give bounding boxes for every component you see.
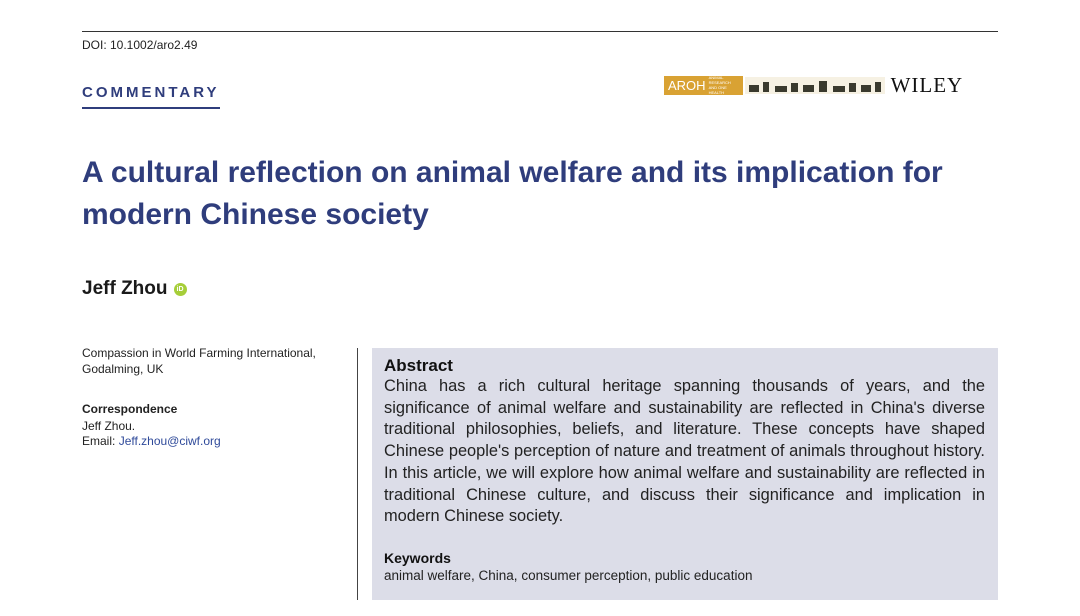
keywords-list: animal welfare, China, consumer perception, public education: [384, 567, 753, 583]
journal-logo: [664, 76, 743, 95]
top-rule: [82, 31, 998, 32]
section-label: COMMENTARY: [82, 84, 220, 109]
email-label: Email:: [82, 434, 119, 448]
doi-text: DOI: 10.1002/aro2.49: [82, 38, 198, 52]
animal-silhouettes-image: [745, 77, 885, 94]
abstract-text: China has a rich cultural heritage spanning thousands of years, and the significance of animal welfare and sustainability are reflected in China's diverse traditional philosophies, beliefs, and literature. These concepts have shaped Chinese people's perception of nature and treatment of animals throughout history. In this article, we will explore how animal welfare and sustainability are reflected in traditional Chinese culture, and discuss their significance and implication in modern Chinese society.: [384, 377, 985, 526]
correspondence-email: [82, 434, 221, 448]
article-title: A cultural reflection on animal welfare and its implication for modern Chinese society: [82, 156, 943, 231]
journal-badge-text: AROH: [668, 77, 706, 93]
author-name[interactable]: Jeff Zhou: [82, 278, 168, 299]
abstract-heading: Abstract: [384, 356, 453, 375]
column-divider: [357, 348, 358, 600]
journal-badge-subtitle: ANIMAL RESEARCH AND ONE HEALTH: [708, 75, 731, 95]
publisher-logo: WILEY: [890, 72, 964, 97]
affiliation: Compassion in World Farming International, Godalming, UK: [82, 346, 316, 376]
correspondence-heading: Correspondence: [82, 402, 178, 416]
keywords-heading: Keywords: [384, 549, 451, 566]
journal-branding: [664, 74, 963, 96]
email-link[interactable]: Jeff.zhou@ciwf.org: [118, 434, 221, 448]
abstract-box: [372, 348, 998, 600]
author-line: [82, 278, 187, 300]
correspondence-name: Jeff Zhou.: [82, 419, 136, 433]
orcid-icon[interactable]: iD: [174, 283, 187, 296]
